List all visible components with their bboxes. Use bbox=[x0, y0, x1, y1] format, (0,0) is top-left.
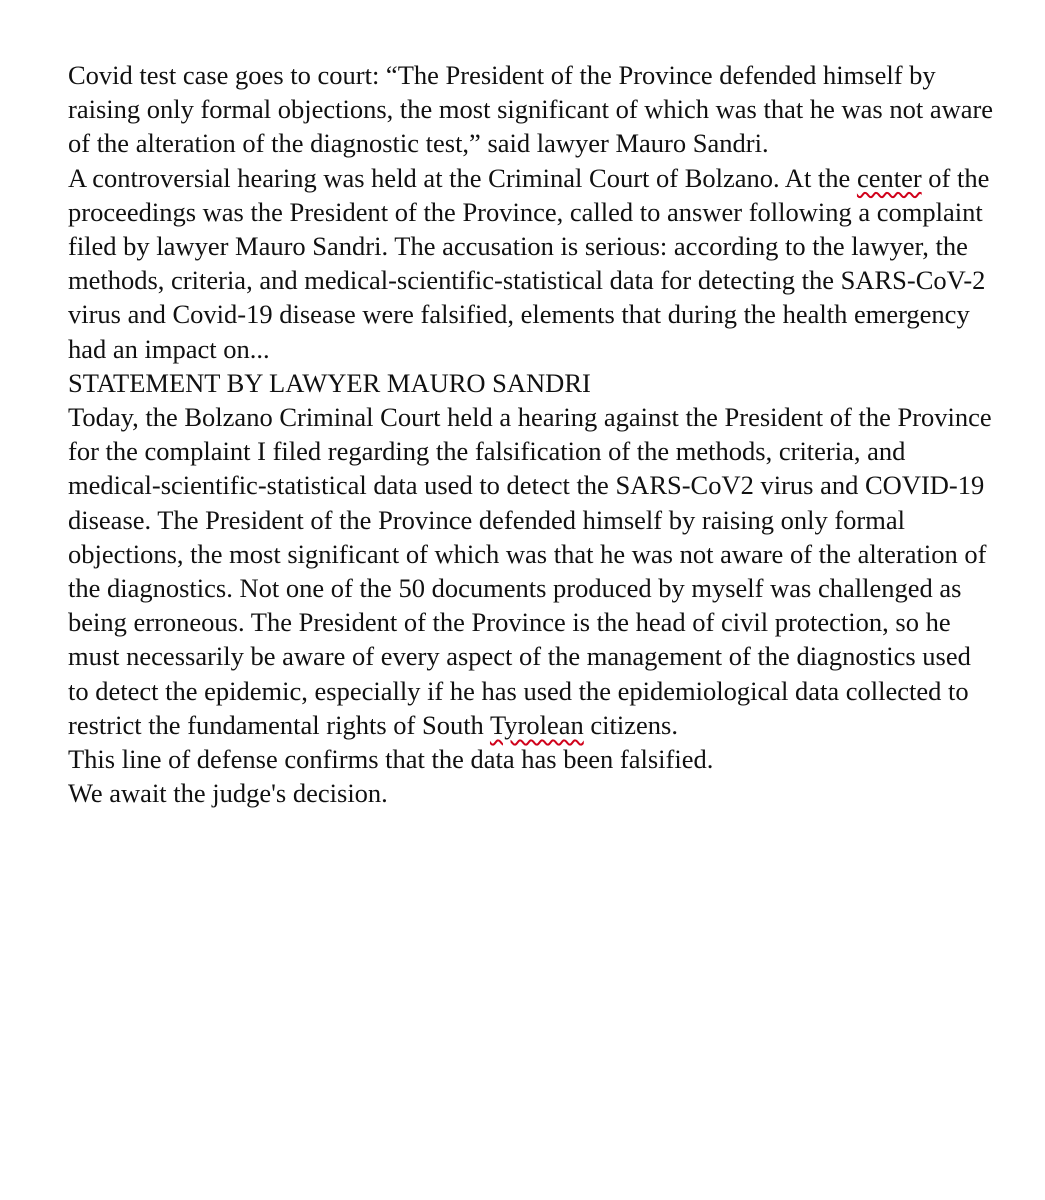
statement-paragraph bbox=[68, 400, 998, 742]
closing-line: We await the judge's decision. bbox=[68, 778, 388, 809]
defense-line: This line of defense confirms that the data has been falsified. bbox=[68, 744, 714, 775]
statement-text-start: Today, the Bolzano Criminal Court held a hearing against the President of the Province for the complaint I filed regarding the falsification of the methods, criteria, and medical-scientific-statistical data used to detect the SARS-CoV2 virus and COVID-19 disease. The President of the Province defended himself by raising only formal objections, the most significant of which was that he was not aware of the alteration of the diagnostics. Not one of the 50 documents produced by myself was challenged as being erroneous. The President of the Province is the head of civil protection, so he must necessarily be aware of every aspect of the management of the diagnostics used to detect the epidemic, especially if he has used the epidemiological data collected to restrict the fundamental rights of South bbox=[68, 402, 992, 740]
document-body bbox=[68, 58, 998, 810]
spellcheck-flagged-word[interactable]: center bbox=[856, 162, 922, 193]
hearing-paragraph bbox=[68, 161, 998, 366]
spellcheck-flagged-word[interactable]: Tyrolean bbox=[489, 709, 584, 740]
hearing-text-start: A controversial hearing was held at the Criminal Court of Bolzano. At the bbox=[68, 162, 857, 193]
statement-text-end: citizens. bbox=[583, 709, 678, 740]
statement-heading: STATEMENT BY LAWYER MAURO SANDRI bbox=[68, 367, 591, 398]
intro-paragraph: Covid test case goes to court: “The President of the Province defended himself by raising only formal objections, the most significant of which was that he was not aware of the alteration of the diagnostic test,” said lawyer Mauro Sandri. bbox=[68, 60, 994, 159]
hearing-text-end: of the proceedings was the President of the Province, called to answer following a complaint filed by lawyer Mauro Sandri. The accusation is serious: according to the lawyer, the methods, criteria, and medical-scientific-statistical data for detecting the SARS-CoV-2 virus and Covid-19 disease were falsified, elements that during the health emergency had an impact on... bbox=[68, 162, 990, 364]
